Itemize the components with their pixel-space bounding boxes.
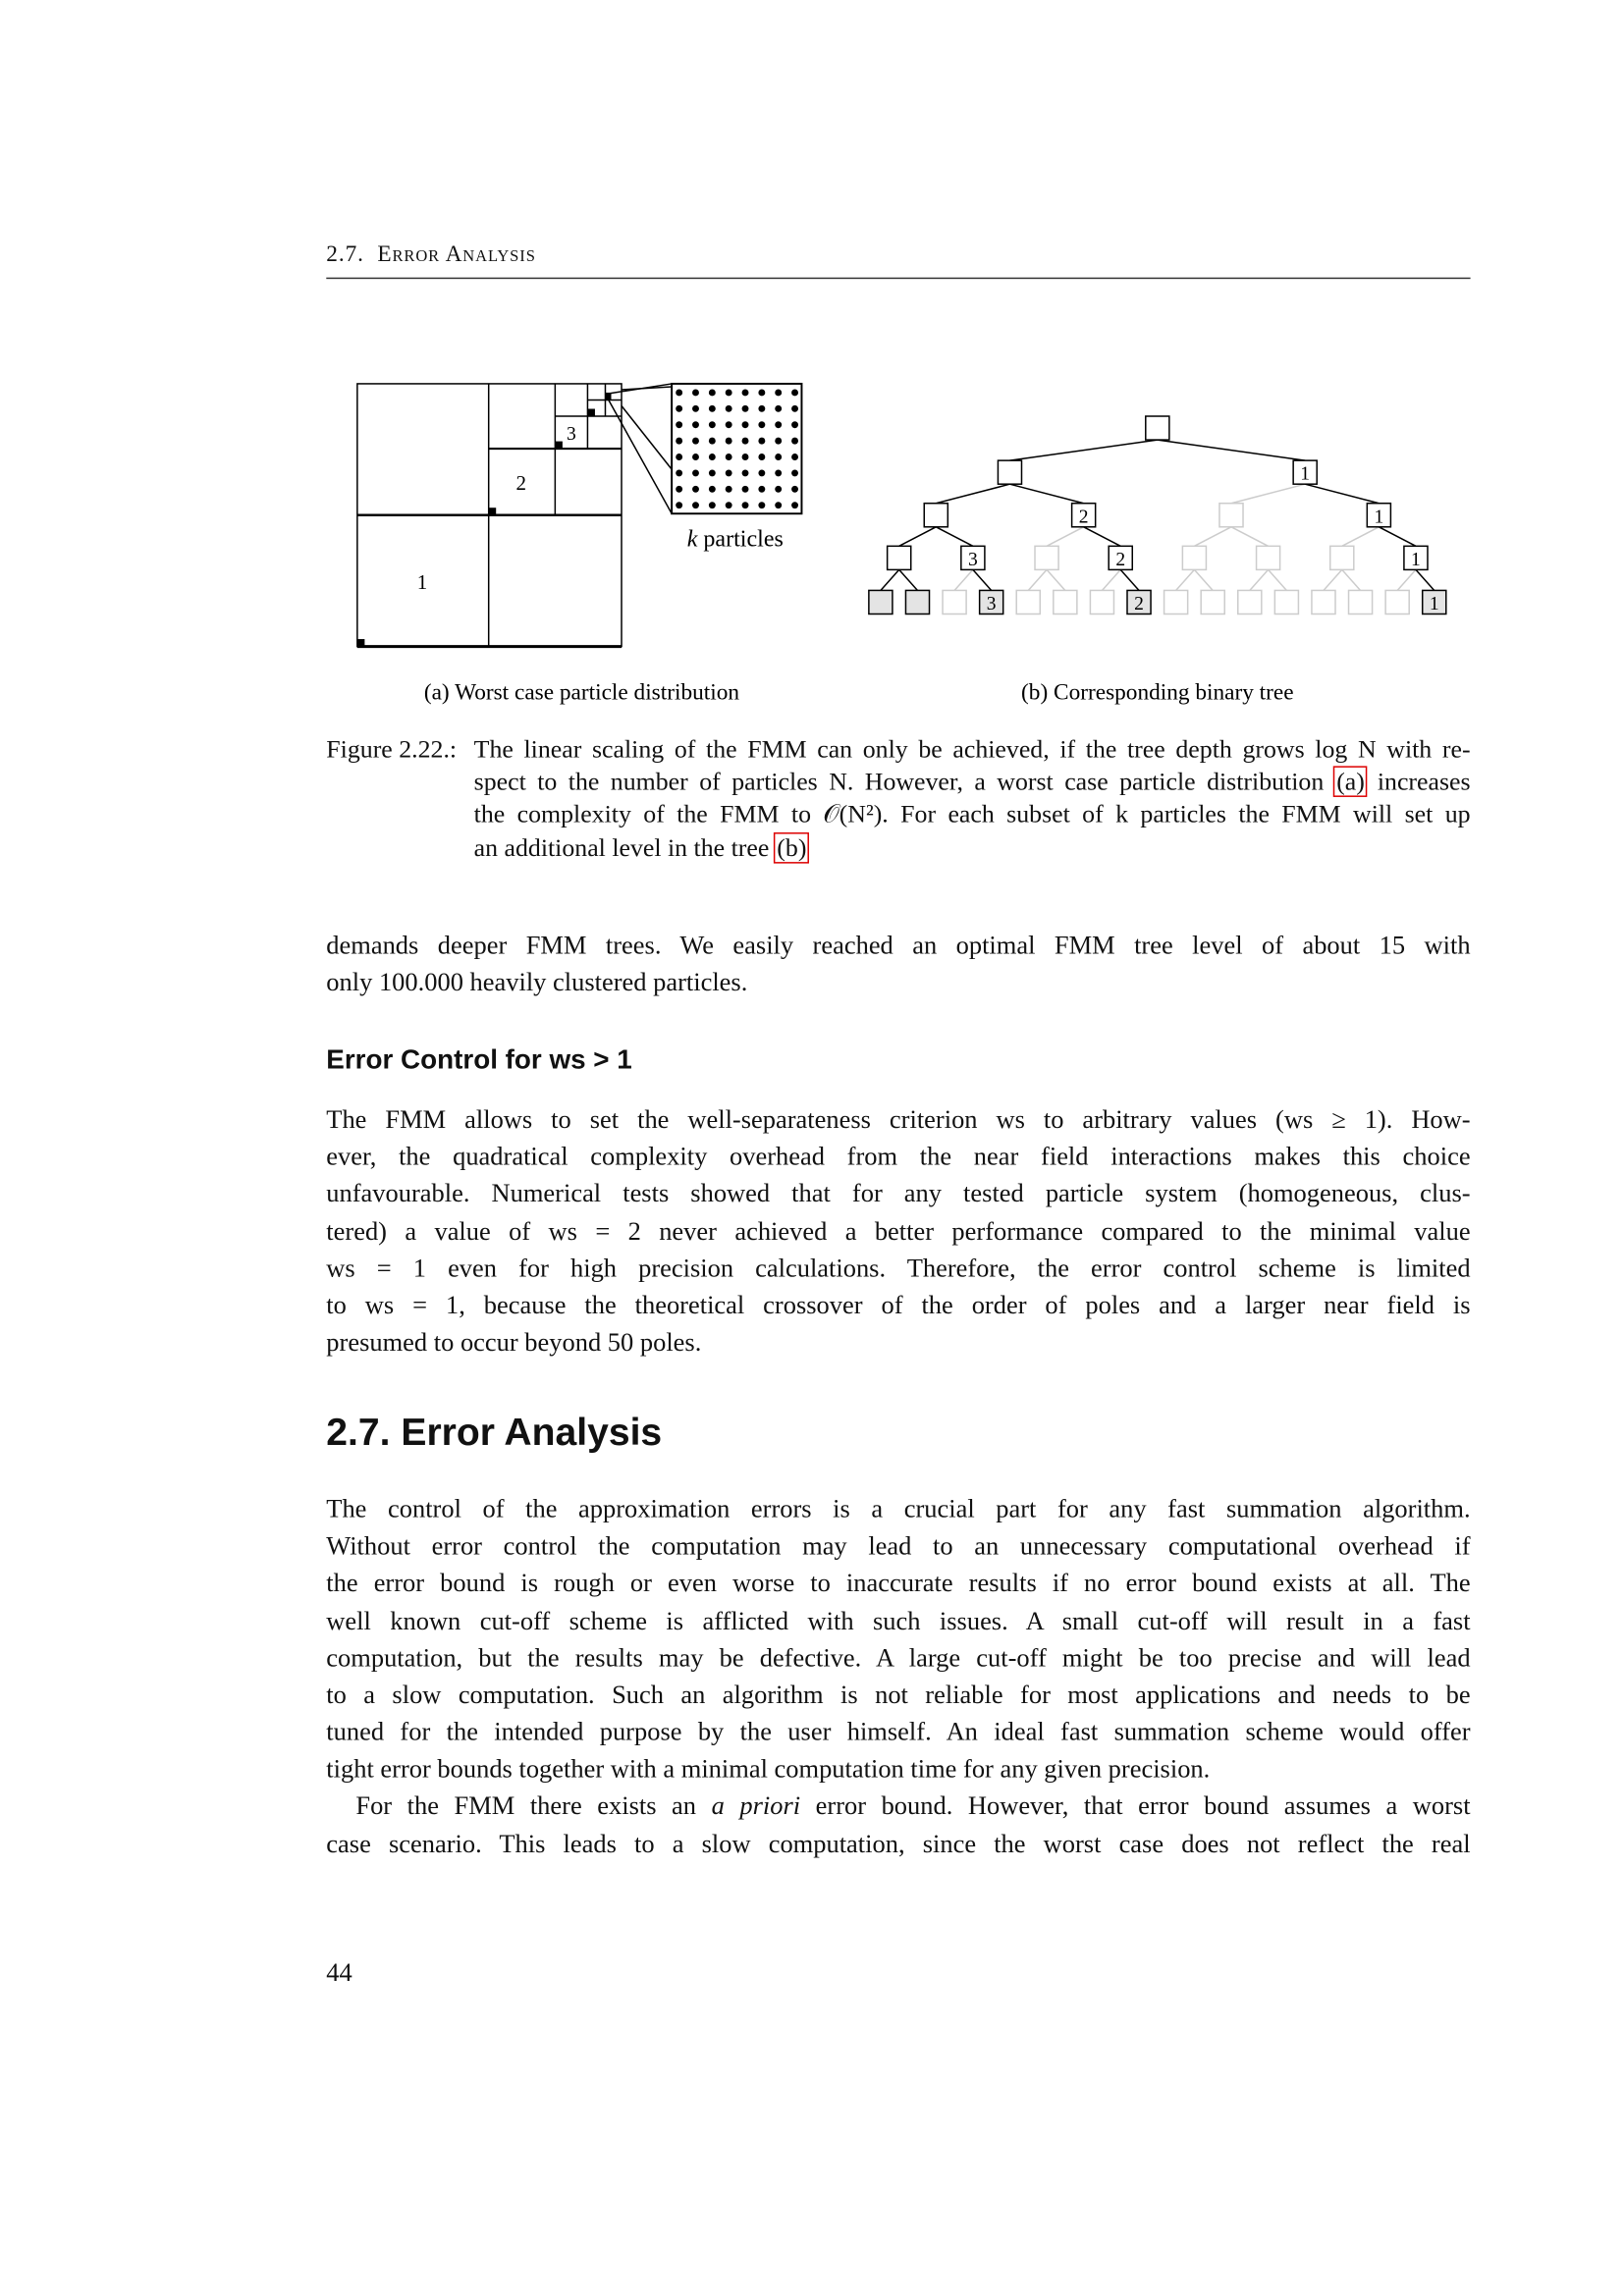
tree-node-label: 3: [986, 593, 997, 614]
particle: [676, 389, 682, 396]
para3-line: well known cut-off scheme is afflicted with such issues. A small cut-off will result in a fast: [326, 1605, 1471, 1635]
particle: [758, 454, 765, 460]
para3-line: computation, but the results may be defective. A large cut-off might be too precise and will lead: [326, 1642, 1471, 1673]
tree-node-label: 1: [1429, 593, 1439, 614]
particle: [742, 389, 749, 396]
particle: [758, 486, 765, 493]
tree-node: [869, 590, 893, 614]
particle: [742, 405, 749, 412]
tree-edge: [1250, 569, 1269, 590]
particle: [791, 438, 798, 445]
particle: [775, 438, 782, 445]
particle: [692, 438, 699, 445]
tree-node-label: 2: [1134, 593, 1144, 614]
para3-line: tuned for the intended purpose by the user himself. An ideal fast summation scheme would offer: [326, 1716, 1471, 1747]
particle: [692, 486, 699, 493]
particle: [692, 469, 699, 476]
tree-node: [1330, 546, 1354, 569]
tree-edge: [1158, 440, 1305, 460]
tree-node: [924, 504, 947, 527]
particle: [791, 389, 798, 396]
particle: [709, 405, 716, 412]
particle: [775, 469, 782, 476]
tree-edge: [954, 569, 973, 590]
header-number: 2.7.: [326, 241, 364, 268]
particle: [726, 454, 732, 460]
particle: [791, 454, 798, 460]
particle: [742, 421, 749, 428]
particle: [775, 454, 782, 460]
quad-label-2: 2: [515, 471, 527, 496]
tree-edge: [1397, 569, 1416, 590]
particle: [726, 486, 732, 493]
para3-line: to a slow computation. Such an algorithm is not reliable for most applications and needs to be: [326, 1680, 1471, 1710]
tree-edge: [1176, 569, 1195, 590]
particle: [758, 469, 765, 476]
particle: [676, 469, 682, 476]
particle: [758, 421, 765, 428]
tree-node: [1257, 546, 1280, 569]
tree-node-label: 2: [1115, 549, 1126, 570]
particle: [709, 469, 716, 476]
particle: [709, 389, 716, 396]
tree-edge: [1194, 527, 1231, 547]
tree-node: [1349, 590, 1373, 614]
particle: [791, 421, 798, 428]
particle: [758, 502, 765, 508]
paragraph-4-line: For the FMM there exists an a priori error bound. However, that error bound assumes a worst: [355, 1789, 1471, 1820]
tree-edge: [936, 484, 1009, 504]
particle: [775, 502, 782, 508]
tree-edge: [1231, 527, 1269, 547]
subsection-heading: Error Control for ws > 1: [326, 1043, 632, 1075]
tree-node: [1090, 590, 1113, 614]
tree-node: [943, 590, 966, 614]
particle: [726, 405, 732, 412]
particle: [726, 438, 732, 445]
particle: [758, 405, 765, 412]
tree-node: [1016, 590, 1040, 614]
tree-node: [1182, 546, 1206, 569]
particle: [791, 502, 798, 508]
para3-line: the error bound is rough or even worse to inaccurate results if no error bound exists at all. The: [326, 1568, 1471, 1598]
quad-label-1: 1: [416, 569, 428, 594]
tree-node: [1054, 590, 1077, 614]
particle: [726, 469, 732, 476]
tree-node: [1312, 590, 1335, 614]
tree-edge: [936, 527, 973, 547]
tree-edge: [1231, 484, 1305, 504]
particle: [791, 405, 798, 412]
tree-node: [1274, 590, 1298, 614]
particle: [676, 486, 682, 493]
tree-node: [1219, 504, 1243, 527]
section-heading: 2.7. Error Analysis: [326, 1409, 663, 1455]
tree-edge: [1379, 527, 1416, 547]
particle: [758, 438, 765, 445]
para2-line: ws = 1 even for high precision calculations. Therefore, the error control scheme is limited: [326, 1253, 1471, 1283]
tree-node: [1146, 416, 1169, 440]
particle: [726, 502, 732, 508]
caption-line: The linear scaling of the FMM can only be achieved, if the tree depth grows log N with re-: [473, 734, 1471, 764]
k-particles-grid: [676, 389, 798, 508]
particle: [709, 454, 716, 460]
tree-edge: [899, 569, 918, 590]
quadtree-diagram: [357, 384, 802, 647]
tree-node: [1238, 590, 1262, 614]
para3-line: Without error control the computation may lead to an unnecessary computational overhead if: [326, 1530, 1471, 1561]
particle: [676, 405, 682, 412]
para3-line: The control of the approximation errors is a crucial part for any fast summation algorithm.: [326, 1493, 1471, 1523]
figure-ref-b-link[interactable]: (b): [777, 833, 807, 863]
particle: [709, 438, 716, 445]
tree-edge: [1269, 569, 1287, 590]
tree-edge: [1324, 569, 1342, 590]
para1-line: demands deeper FMM trees. We easily reached an optimal FMM tree level of about 15 with: [326, 930, 1471, 960]
tree-edge: [1342, 527, 1380, 547]
tree-node-label: 2: [1078, 507, 1089, 528]
particle: [742, 486, 749, 493]
particle: [775, 389, 782, 396]
tree-node: [905, 590, 929, 614]
particle: [726, 389, 732, 396]
tree-node: [1385, 590, 1409, 614]
particle: [676, 502, 682, 508]
particle: [692, 389, 699, 396]
para2-line: The FMM allows to set the well-separateness criterion ws to arbitrary values (ws ≥ 1). How-: [326, 1103, 1471, 1134]
para1-line: only 100.000 heavily clustered particles.: [326, 967, 748, 997]
tree-node: [1035, 546, 1058, 569]
particle: [791, 469, 798, 476]
particle: [742, 502, 749, 508]
particle: [709, 421, 716, 428]
tree-edge: [1028, 569, 1047, 590]
tree-node: [1201, 590, 1224, 614]
particle: [726, 421, 732, 428]
tree-edge: [881, 569, 899, 590]
tree-edge: [973, 569, 992, 590]
particle: [709, 486, 716, 493]
tree-edge: [1416, 569, 1435, 590]
particle: [692, 421, 699, 428]
page-number: 44: [326, 1956, 352, 1987]
particle: [742, 438, 749, 445]
tree-edge: [1009, 440, 1157, 460]
para2-line: ever, the quadratical complexity overhead from the near field interactions makes this choice: [326, 1141, 1471, 1171]
particle: [676, 421, 682, 428]
particle: [692, 454, 699, 460]
particle: [692, 502, 699, 508]
tree-edge: [1047, 569, 1065, 590]
particle: [742, 469, 749, 476]
particle: [775, 421, 782, 428]
para2-line: tered) a value of ws = 2 never achieved a better performance compared to the minimal value: [326, 1215, 1471, 1246]
tree-edge: [1120, 569, 1139, 590]
particle: [742, 454, 749, 460]
subcaption-b: (b) Corresponding binary tree: [1021, 679, 1294, 706]
caption-line: spect to the number of particles N. However, a worst case particle distribution (a) increases: [473, 767, 1471, 796]
tree-node-label: 1: [1411, 549, 1421, 570]
para2-line: unfavourable. Numerical tests showed that for any tested particle system (homogeneous, clus-: [326, 1178, 1471, 1208]
particle: [692, 405, 699, 412]
tree-edge: [899, 527, 937, 547]
tree-node-label: 1: [1300, 463, 1311, 485]
particle: [791, 486, 798, 493]
tree-edge: [1009, 484, 1083, 504]
tree-node-label: 3: [967, 549, 978, 570]
tree-edge: [1194, 569, 1213, 590]
tree-node: [998, 460, 1021, 484]
tree-node: [1164, 590, 1188, 614]
caption-label: Figure 2.22.:: [326, 734, 458, 764]
particle: [709, 502, 716, 508]
figure-2-22: [0, 0, 1624, 709]
particle: [775, 405, 782, 412]
tree-edge: [1084, 527, 1121, 547]
particle: [676, 454, 682, 460]
quad-label-3: 3: [567, 424, 576, 446]
paragraph-4-line: case scenario. This leads to a slow computation, since the worst case does not reflect the real: [326, 1828, 1471, 1859]
particle: [676, 438, 682, 445]
particle: [758, 389, 765, 396]
tree-edge: [1102, 569, 1120, 590]
caption-line: the complexity of the FMM to 𝒪(N²). For each subset of k particles the FMM will set up: [473, 799, 1471, 828]
figure-ref-a-link[interactable]: (a): [1336, 767, 1365, 796]
subcaption-a: (a) Worst case particle distribution: [423, 679, 740, 706]
para3-line: tight error bounds together with a minimal computation time for any given precision.: [326, 1753, 1211, 1784]
header-title: Error Analysis: [377, 241, 536, 268]
tree-node-label: 1: [1374, 507, 1384, 528]
binary-tree-diagram: [869, 416, 1446, 614]
para2-line: presumed to occur beyond 50 poles.: [326, 1327, 702, 1358]
tree-node: [888, 546, 911, 569]
particle: [775, 486, 782, 493]
tree-edge: [1047, 527, 1084, 547]
caption-line: an additional level in the tree (b): [473, 833, 807, 863]
tree-edge: [1305, 484, 1379, 504]
k-particles-label: k particles: [686, 526, 784, 553]
tree-edge: [1342, 569, 1361, 590]
para2-line: to ws = 1, because the theoretical crossover of the order of poles and a larger near field is: [326, 1290, 1471, 1320]
